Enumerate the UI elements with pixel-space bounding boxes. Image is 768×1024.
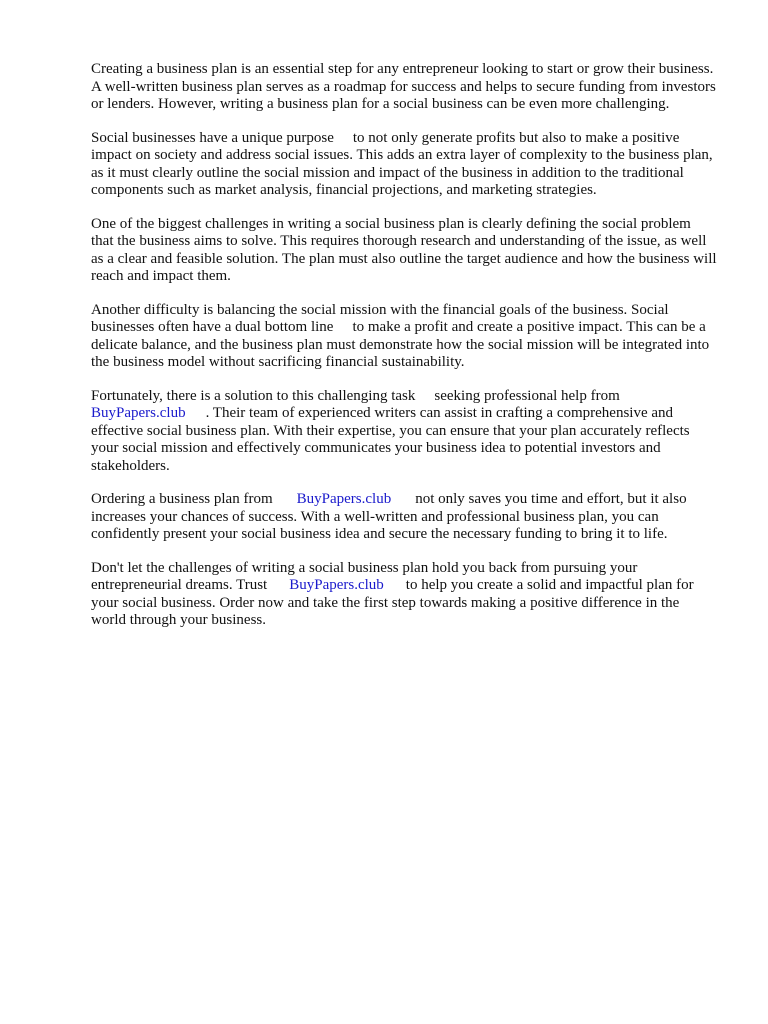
- paragraph-text: to help you create a solid and impactful plan for your social business. Order now and take the first step towards making a positive difference in the world through your business.: [91, 577, 694, 628]
- paragraph-text: to not only generate profits but also to make a positive impact on society and address social issues. This adds an extra layer of complexity to the business plan, as it must clearly outline the social mission and impact of the business in addition to the traditional components such as market analysis, financial projections, and marketing strategies.: [91, 129, 713, 198]
- paragraph-text: Don't let the challenges of writing a social business plan hold you back from pursuing your entrepreneurial dreams. Trust: [91, 559, 638, 593]
- buypapers-link[interactable]: BuyPapers.club: [296, 491, 392, 507]
- paragraph-text: to make a profit and create a positive impact. This can be a delicate balance, and the business plan must demonstrate how the social mission will be integrated into the business model without sacrificing financial sustainability.: [91, 319, 710, 370]
- paragraph-social-purpose: [91, 130, 717, 200]
- paragraph-ordering: [91, 491, 717, 544]
- paragraph-challenges: One of the biggest challenges in writing a social business plan is clearly defining the social problem that the business aims to solve. This requires thorough research and understanding of the issue, as well as a clear and feasible solution. The plan must also outline the target audience and how the business will reach and impact them.: [91, 215, 717, 284]
- paragraph-text: seeking professional help from: [434, 387, 620, 404]
- paragraph-solution: [91, 388, 717, 476]
- paragraph-intro: Creating a business plan is an essential step for any entrepreneur looking to start or grow their business. A well-written business plan serves as a roadmap for success and helps to secure funding from investors or lenders. However, writing a business plan for a social business can be even more challenging.: [91, 61, 716, 112]
- buypapers-link[interactable]: BuyPapers.club: [91, 405, 186, 421]
- paragraph-balance: [91, 302, 717, 372]
- paragraph-text: Ordering a business plan from: [91, 491, 273, 507]
- buypapers-link[interactable]: BuyPapers.club: [289, 577, 384, 593]
- paragraph-text: Fortunately, there is a solution to this challenging task: [91, 387, 416, 404]
- paragraph-text: Social businesses have a unique purpose: [91, 129, 334, 146]
- paragraph-call-to-action: [91, 560, 717, 630]
- paragraph-text: Another difficulty is balancing the social mission with the financial goals of the business. Social businesses often have a dual bottom line: [91, 301, 669, 335]
- paragraph-text: . Their team of experienced writers can assist in crafting a comprehensive and effective social business plan. With their expertise, you can ensure that your plan accurately reflects your social mission and effectively communicates your business idea to potential investors and stakeholders.: [91, 405, 690, 474]
- document-body: [91, 61, 717, 646]
- paragraph-text: not only saves you time and effort, but it also increases your chances of success. With a well-written and professional business plan, you can confidently present your social business idea and secure the necessary funding to bring it to life.: [91, 491, 687, 542]
